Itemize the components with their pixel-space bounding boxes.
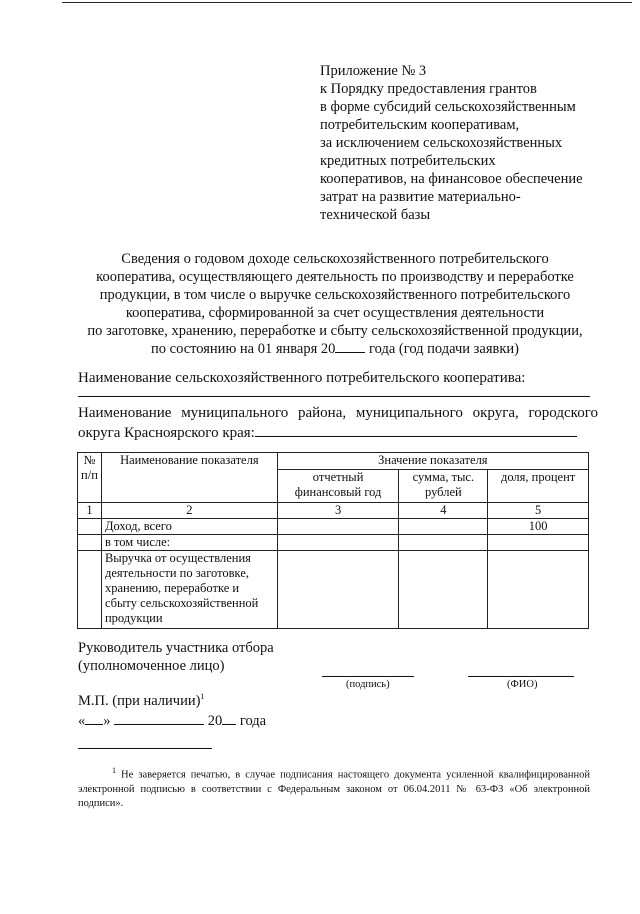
- row-sum-cell[interactable]: [399, 535, 488, 551]
- header-sum: сумма, тыс. рублей: [399, 470, 488, 503]
- muni-word: Наименование: [78, 405, 172, 421]
- coop-name-blank[interactable]: [78, 396, 590, 397]
- footnote: [78, 764, 590, 811]
- head-label-line1: Руководитель участника отбора: [78, 640, 274, 656]
- municipality-label-line2: [78, 423, 598, 443]
- signature-caption: (подпись): [346, 679, 390, 690]
- header-num: [78, 453, 102, 503]
- stamp-footnote-mark: 1: [200, 692, 205, 701]
- header-share: доля, процент: [488, 470, 589, 503]
- row-name: Доход, всего: [101, 519, 277, 535]
- annex-line: кооперативов, на финансовое обеспечение: [320, 171, 583, 187]
- title-line: кооператива, сформированной за счет осуществления деятельности: [125, 305, 545, 321]
- row-name: Выручка от осуществления деятельности по заготовке, хранению, переработке и сбыту сельскохозяйственной продукции: [101, 551, 277, 629]
- title-line: продукции, в том числе о выручке сельскохозяйственного потребительского: [99, 287, 571, 303]
- row-share-cell[interactable]: [488, 551, 589, 629]
- header-value-group: Значение показателя: [277, 453, 588, 470]
- muni-word: муниципального: [355, 405, 463, 421]
- year-suffix-blank[interactable]: [222, 712, 236, 725]
- date-line: [78, 712, 266, 730]
- date-year-prefix: 20: [207, 713, 223, 729]
- day-blank[interactable]: [85, 712, 103, 725]
- annex-line: кредитных потребительских: [320, 153, 496, 169]
- document-title: [68, 250, 602, 358]
- row-name: в том числе:: [101, 535, 277, 551]
- fio-caption: (ФИО): [507, 679, 538, 690]
- row-num: [78, 551, 102, 629]
- header-num-line1: №: [83, 453, 96, 467]
- municipality-field: [78, 404, 598, 443]
- municipality-label-line1: [78, 404, 598, 423]
- row-num: [78, 535, 102, 551]
- fio-blank[interactable]: [468, 676, 574, 677]
- stamp-text: М.П. (при наличии): [78, 692, 201, 709]
- header-num-line2: п/п: [81, 468, 98, 482]
- row-share-cell: 100: [488, 519, 589, 535]
- annex-line: к Порядку предоставления грантов: [320, 81, 537, 97]
- indicators-table: [77, 452, 589, 629]
- title-date-suffix: года (год подачи заявки): [365, 341, 519, 357]
- coop-name-label: Наименование сельскохозяйственного потребительского кооператива:: [78, 370, 526, 386]
- date-open-quote: «: [78, 713, 86, 729]
- row-year-cell[interactable]: [277, 535, 399, 551]
- head-label-line2: (уполномоченное лицо): [78, 658, 225, 674]
- signature-blank[interactable]: [322, 676, 414, 677]
- col-number: 2: [101, 503, 277, 519]
- row-share-cell[interactable]: [488, 535, 589, 551]
- row-num: [78, 519, 102, 535]
- muni-word: муниципального: [181, 405, 289, 421]
- row-year-cell[interactable]: [277, 551, 399, 629]
- date-close-quote: »: [103, 713, 111, 729]
- muni-word: городского: [528, 405, 598, 421]
- row-sum-cell[interactable]: [399, 551, 488, 629]
- date-year-word: года: [239, 713, 267, 729]
- annex-line: в форме субсидий сельскохозяйственным: [320, 99, 576, 115]
- municipality-blank[interactable]: [255, 423, 577, 437]
- footnote-text: Не заверяется печатью, в случае подписания настоящего документа усиленной квалифицированной электронной подписью в соответствии с Федеральным законом от 06.04.2011 № 63-ФЗ «Об электронной подписи».: [78, 769, 590, 809]
- title-date-line: [68, 340, 602, 358]
- annex-line: Приложение № 3: [320, 63, 427, 79]
- stamp-label: [78, 692, 204, 710]
- header-name: Наименование показателя: [101, 453, 277, 503]
- year-blank[interactable]: [335, 340, 365, 353]
- annex-header: [320, 62, 620, 224]
- annex-line: затрат на развитие материально-: [320, 189, 521, 205]
- annex-line: за исключением сельскохозяйственных: [320, 135, 563, 151]
- row-sum-cell[interactable]: [399, 519, 488, 535]
- annex-line: потребительским кооперативам,: [320, 117, 520, 133]
- col-number: 1: [78, 503, 102, 519]
- row-year-cell[interactable]: [277, 519, 399, 535]
- muni-word: района,: [297, 405, 347, 421]
- footnote-divider: [78, 748, 212, 749]
- muni-word: округа,: [472, 405, 519, 421]
- col-number: 5: [488, 503, 589, 519]
- col-number: 3: [277, 503, 399, 519]
- title-date-prefix: по состоянию на 01 января 20: [151, 341, 336, 357]
- footnote-mark: 1: [112, 766, 116, 775]
- table-row: [78, 551, 589, 629]
- col-number: 4: [399, 503, 488, 519]
- table-row: [78, 519, 589, 535]
- title-line: кооператива, осуществляющего деятельность по производству и переработке: [96, 269, 574, 285]
- title-line: Сведения о годовом доходе сельскохозяйственного потребительского: [121, 251, 549, 267]
- month-blank[interactable]: [114, 712, 204, 725]
- top-border-line: [62, 2, 632, 3]
- annex-line: технической базы: [320, 207, 431, 223]
- title-line: по заготовке, хранению, переработке и сбыту сельскохозяйственной продукции,: [87, 323, 583, 339]
- table-row: [78, 535, 589, 551]
- header-year: отчетный финансовый год: [277, 470, 399, 503]
- municipality-label-end: округа Красноярского края:: [78, 425, 255, 441]
